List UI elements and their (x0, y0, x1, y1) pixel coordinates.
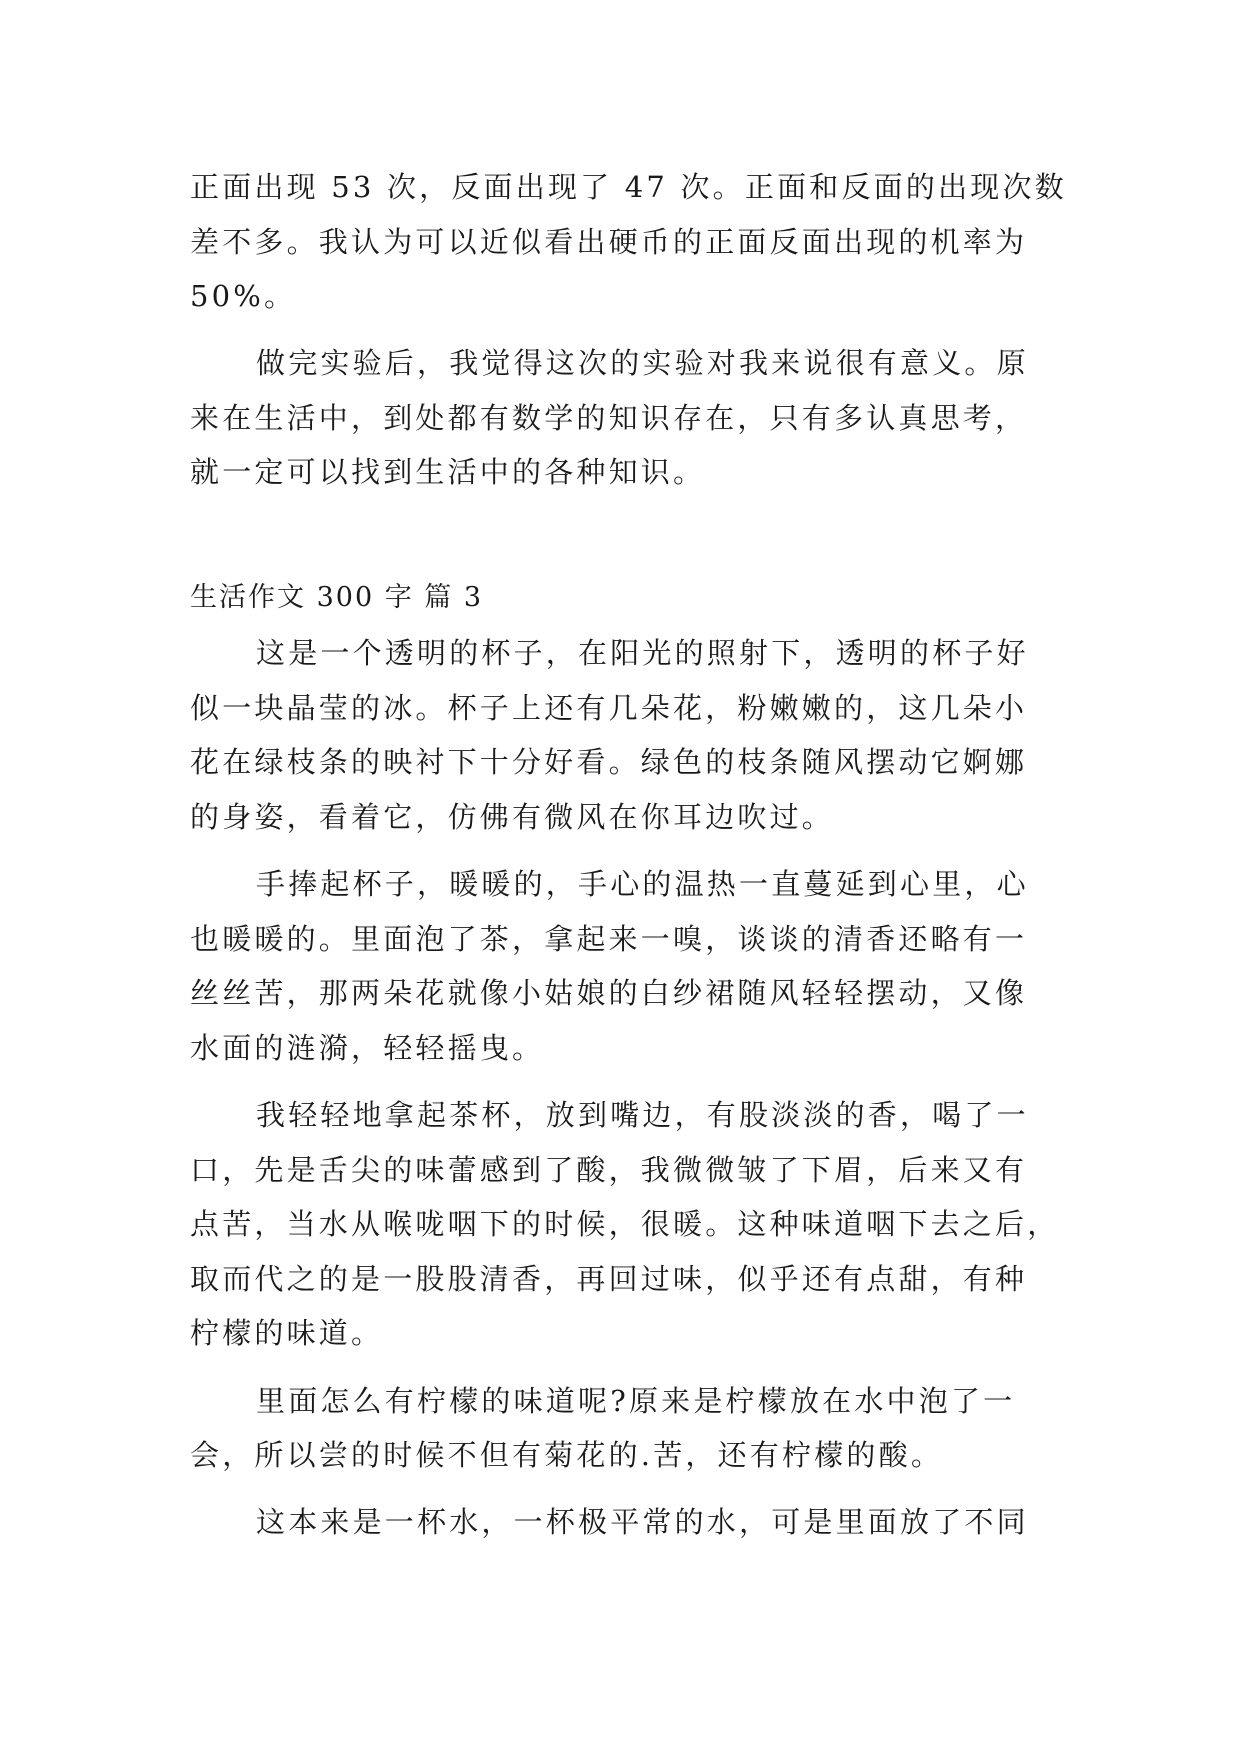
paragraph-4-line-2: 也暖暖的。里面泡了茶，拿起来一嗅，谈谈的清香还略有一 (190, 922, 1028, 956)
paragraph-3-line-2: 似一块晶莹的冰。杯子上还有几朵花，粉嫩嫩的，这几朵小 (190, 691, 1028, 725)
paragraph-7-line-1: 这本来是一杯水，一杯极平常的水，可是里面放了不同 (256, 1505, 1029, 1539)
paragraph-2-line-3: 就一定可以找到生活中的各种知识。 (190, 455, 706, 489)
paragraph-3-line-3: 花在绿枝条的映衬下十分好看。绿色的枝条随风摆动它婀娜 (190, 745, 1028, 779)
paragraph-3-line-4: 的身姿，看着它，仿佛有微风在你耳边吹过。 (190, 800, 835, 834)
paragraph-1-line-2: 差不多。我认为可以近似看出硬币的正面反面出现的机率为 (190, 225, 1028, 259)
section-title: 生活作文 300 字 篇 3 (190, 582, 484, 613)
paragraph-2-line-1: 做完实验后，我觉得这次的实验对我来说很有意义。原 (256, 346, 1029, 380)
paragraph-5-line-3: 点苦，当水从喉咙咽下的时候，很暖。这种味道咽下去之后， (190, 1207, 1060, 1241)
paragraph-5-line-5: 柠檬的味道。 (190, 1316, 384, 1350)
paragraph-6-line-2: 会，所以尝的时候不但有菊花的.苦，还有柠檬的酸。 (190, 1438, 944, 1472)
paragraph-6-line-1: 里面怎么有柠檬的味道呢?原来是柠檬放在水中泡了一 (256, 1384, 1016, 1418)
paragraph-4-line-4: 水面的涟漪，轻轻摇曳。 (190, 1031, 545, 1065)
paragraph-1-line-3: 50%。 (190, 279, 297, 313)
paragraph-4-line-1: 手捧起杯子，暖暖的，手心的温热一直蔓延到心里，心 (256, 867, 1029, 901)
paragraph-5-line-4: 取而代之的是一股股清香，再回过味，似乎还有点甜，有种 (190, 1262, 1028, 1296)
paragraph-2-line-2: 来在生活中，到处都有数学的知识存在，只有多认真思考， (190, 401, 1028, 435)
paragraph-5-line-2: 口，先是舌尖的味蕾感到了酸，我微微皱了下眉，后来又有 (190, 1153, 1028, 1187)
paragraph-4-line-3: 丝丝苦，那两朵花就像小姑娘的白纱裙随风轻轻摆动，又像 (190, 976, 1028, 1010)
paragraph-1-line-1: 正面出现 53 次，反面出现了 47 次。正面和反面的出现次数 (190, 170, 1067, 204)
paragraph-5-line-1: 我轻轻地拿起茶杯，放到嘴边，有股淡淡的香，喝了一 (256, 1098, 1029, 1132)
paragraph-3-line-1: 这是一个透明的杯子，在阳光的照射下，透明的杯子好 (256, 636, 1029, 670)
